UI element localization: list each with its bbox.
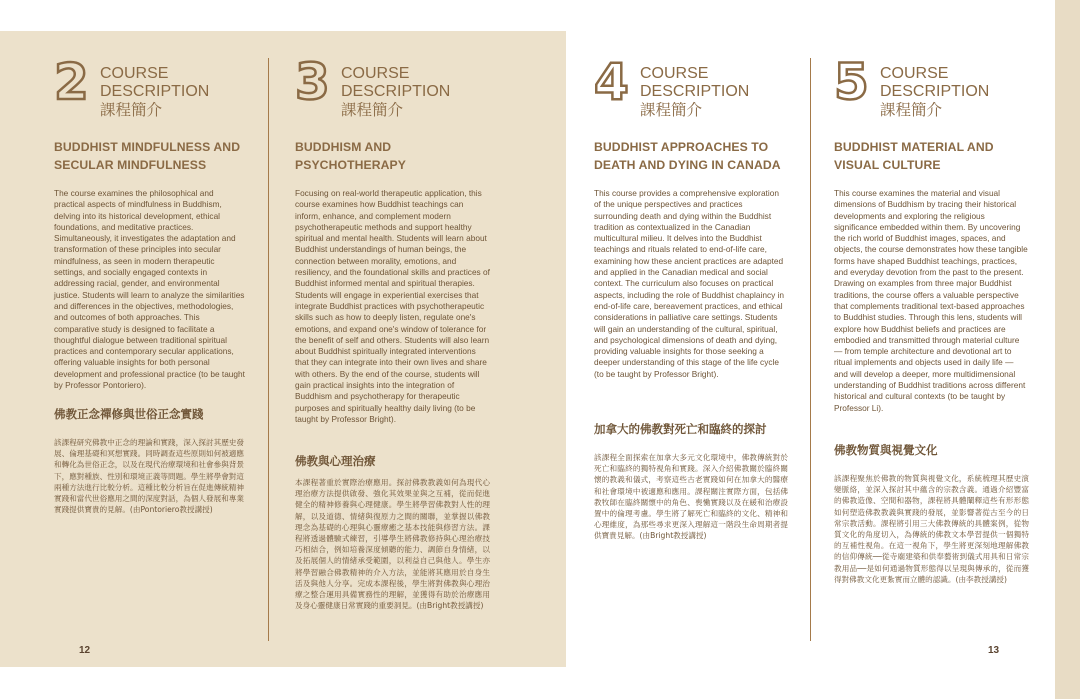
- heading-en-line1: COURSE: [341, 65, 410, 82]
- heading-zh: 課程簡介: [100, 101, 163, 119]
- course-body-en: Focusing on real-world therapeutic application, this course examines how Buddhist teachings can inform, enhance, and complement modern psychotherapeutic methods and support healthy spiritual and mental health. Students will learn about Buddhist understandings of human beings, the connection between morality, emotions, and resiliency, and the foundational skills and practices of Buddhist informed mental and spiritual therapies. Students will engage in experiential exercises that integrate Buddhist practices with psychotherapeutic skills such as how to deeply listen, regulate one's emotions, and expand one's window of tolerance for the benefit of self and others. Students will also learn about Buddhist spiritually integrated interventions that they can integrate into their own lives and share with others. By the end of the course, students will gain practical insights into the integration of Buddhism and psychotherapy for therapeutic purposes and spiritually healthy daily living (to be taught by Professor Bright).: [295, 188, 490, 424]
- page-number-right: 13: [988, 645, 1000, 656]
- column-divider: [810, 58, 811, 641]
- course-body-en: The course examines the philosophical and practical aspects of mindfulness in Buddhism, delving into its historical development, ethical foundations, and meditative practices. Simultaneously, it investigates the adaptation and transformation of these principles into secular mindfulness, as seen in modern therapeutic settings, and socially engaged contexts in addressing racial, gender, and environmental justice. Students will learn to analyze the similarities and differences in the objectives, methodologies, and outcomes of both approaches. This comparative study is designed to facilitate a thoughtful dialogue between traditional spiritual practices and contemporary secular applications, offering valuable insights for both personal development and professional practice (to be taught by Professor Pontoriero).: [54, 188, 245, 391]
- heading-en-line2: DESCRIPTION: [880, 83, 990, 100]
- course-body-zh: 該課程聚焦於佛教的物質與視覺文化，系統梳理其歷史演變脈絡，並深入探討其中蘊含的宗教含義。通過介紹豐富的佛教造像、空間和器物，課程將具體闡釋這些有形形態如何塑造佛教教義與實踐的發展，並影響著從古至今的日常宗教活動。課程將引用三大佛教傳統的具體案例，從物質文化的角度切入，為傳統的佛教文本學習提供一個獨特的互補性視角。在這一視角下，學生將更深刻地理解佛教的信仰傳統──從寺廟建築和供奉藝術到儀式用具和日常宗教用品──是如何通過物質形態得以呈現與傳承的，從而獲得對佛教文化更紮實而立體的認識。(由李教授講授): [834, 474, 1029, 584]
- course-body-zh: 該課程研究佛教中正念的理論和實踐，深入探討其歷史發展、倫理基礎和冥想實踐。同時調查這些原則如何被適應和轉化為世俗正念，以及在現代治療環境和社會參與背景下，應對種族、性別和環境正義等問題。學生將學會對這兩種方法進行比較分析。這種比較分析旨在促進傳統精神實踐和當代世俗應用之間的深度對話，為個人發展和專業實踐提供寶貴的見解。(由Pontoriero教授講授): [54, 438, 244, 515]
- page-edge-strip: [1055, 0, 1080, 699]
- heading-en-line2: DESCRIPTION: [100, 83, 210, 100]
- course-description-heading: [640, 65, 749, 119]
- course-number: 3: [295, 53, 328, 111]
- course-title-zh: 加拿大的佛教對死亡和臨終的探討: [594, 422, 767, 436]
- course-title-zh: 佛教正念禪修與世俗正念實踐: [54, 407, 204, 421]
- page-number-left: 12: [79, 645, 91, 656]
- course-title-zh: 佛教與心理治療: [295, 454, 376, 468]
- heading-en-line1: COURSE: [640, 65, 709, 82]
- course-title-line2: DEATH AND DYING IN CANADA: [594, 158, 781, 172]
- heading-en-line2: DESCRIPTION: [341, 83, 451, 100]
- course-title-line1: BUDDHIST APPROACHES TO: [594, 140, 769, 154]
- course-title-zh: 佛教物質與視覺文化: [834, 443, 938, 457]
- heading-zh: 課程簡介: [880, 101, 943, 119]
- course-number: 4: [594, 53, 627, 111]
- course-title: [834, 138, 994, 174]
- course-title: [54, 138, 240, 174]
- course-description-heading: [880, 65, 989, 119]
- course-title: [594, 138, 781, 174]
- course-title-line1: BUDDHIST MINDFULNESS AND: [54, 140, 241, 154]
- course-description-heading: [100, 65, 209, 119]
- course-body-zh: 本課程著重於實際治療應用。探討佛教教義如何為現代心理治療方法提供啟發、強化其效果並與之互補，從而促進健全的精神修養與心理健康。學生將學習佛教對人性的理解，以及道德、情緒與復原力之間的關聯，並掌握以佛教理念為基礎的心理與心靈療癒之基本技能與修習方法。課程將透過體驗式練習，引導學生將佛教修持與心理治療技巧相結合，例如培養深度傾聽的能力、調節自身情緒，以及拓展個人的情緒承受範圍，以利益自己與他人。學生亦將學習融合佛教精神的介入方法，並能將其應用於自身生活及與他人分享。完成本課程後，學生將對佛教與心理治療之整合運用具備實務性的理解，並獲得有助於治療應用及身心靈健康日常實踐的重要洞見。(由Bright教授講授): [295, 478, 490, 611]
- course-title-line2: VISUAL CULTURE: [834, 158, 941, 172]
- course-body-zh: 該課程全面探索在加拿大多元文化環境中，佛教傳統對於死亡和臨終的獨特視角和實踐。深入介紹佛教關於臨終關懷的教義和儀式，考察這些古老實踐如何在加拿大的醫療和社會環境中被適應和應用。課程關注實際方面，包括佛教牧師在臨終關懷中的角色、喪慟實踐以及在緩和治療設置中的倫理考慮。學生將了解死亡和臨終的文化、精神和心理維度，為那些尋求更深入理解這一階段生命周期者提供寶貴見解。(由Bright教授講授): [594, 453, 788, 541]
- course-title-line1: BUDDHISM AND: [295, 140, 392, 154]
- course-title-line1: BUDDHIST MATERIAL AND: [834, 140, 994, 154]
- course-number: 5: [834, 53, 867, 111]
- course-body-en: This course examines the material and visual dimensions of Buddhism by tracing their historical developments and exploring the religious significance embedded within them. By uncovering the rich world of Buddhist images, spaces, and objects, the course demonstrates how these tangible forms have shaped Buddhist teachings, practices, and everyday devotion from the past to the present. Drawing on examples from three major Buddhist traditions, the course offers a valuable perspective that complements traditional text-based approaches to Buddhist studies. Through this lens, students will explore how Buddhist beliefs and practices are embodied and transmitted through material culture — from temple architecture and devotional art to ritual implements and objects used in daily life — and will develop a deeper, more multidimensional understanding of Buddhist traditions across different historical and cultural contexts (to be taught by Professor Li).: [834, 188, 1028, 413]
- heading-zh: 課程簡介: [640, 101, 703, 119]
- heading-en-line2: DESCRIPTION: [640, 83, 750, 100]
- column-divider: [268, 58, 269, 641]
- course-body-en: This course provides a comprehensive exploration of the unique perspectives and practices surrounding death and dying within the Buddhist tradition as contextualized in the Canadian multicultural milieu. It delves into the Buddhist teachings and rituals related to end-of-life care, examining how these ancient practices are adapted and applied in the Canadian medical and social context. The curriculum also focuses on practical aspects, including the role of Buddhist chaplaincy in end-of-life care, bereavement practices, and ethical considerations in palliative care settings. Students will gain an understanding of the cultural, spiritual, and psychological dimensions of death and dying, providing valuable insights for those seeking a deeper understanding of this stage of the life cycle (to be taught by Professor Bright).: [594, 188, 785, 379]
- course-title: [295, 138, 406, 174]
- course-number: 2: [54, 53, 87, 111]
- course-description-heading: [341, 65, 450, 119]
- course-title-line2: PSYCHOTHERAPY: [295, 158, 407, 172]
- heading-en-line1: COURSE: [880, 65, 949, 82]
- heading-en-line1: COURSE: [100, 65, 169, 82]
- heading-zh: 課程簡介: [341, 101, 404, 119]
- course-title-line2: SECULAR MINDFULNESS: [54, 158, 207, 172]
